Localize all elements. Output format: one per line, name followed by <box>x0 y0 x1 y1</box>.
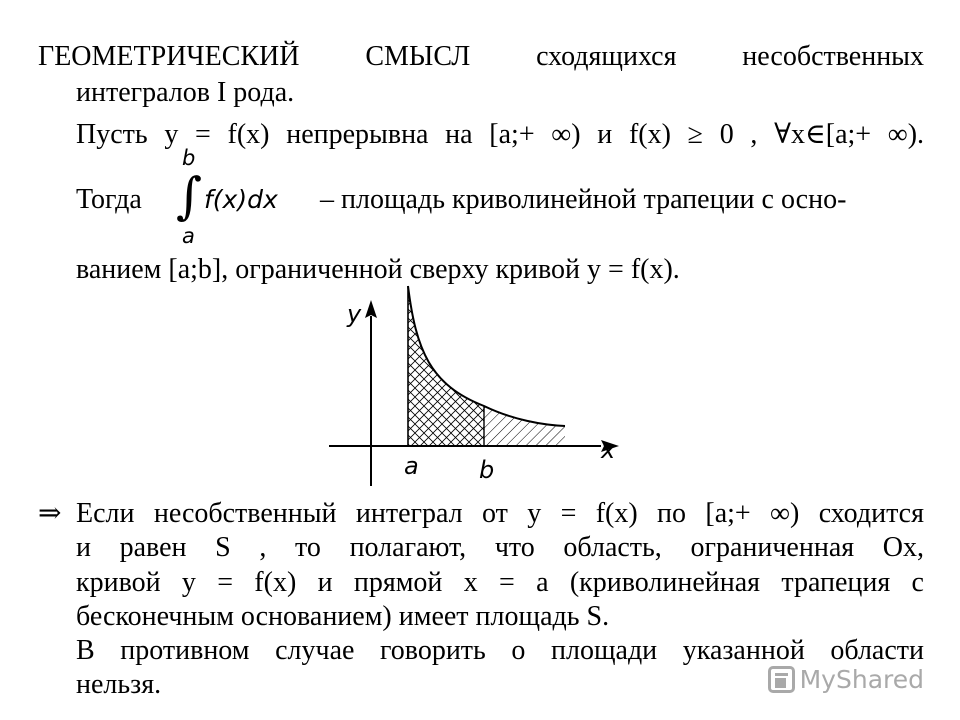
y-axis-label: y <box>347 300 362 328</box>
premise-func: y = f(x) <box>164 119 270 150</box>
premise-and: и <box>597 119 613 150</box>
then-word: Тогда <box>76 184 142 215</box>
conclusion-line-4: бесконечным основанием) имеет площадь S. <box>76 601 610 632</box>
a-label: a <box>404 452 419 480</box>
heading-word: несобственных <box>742 41 924 72</box>
heading-word: сходящихся <box>536 41 677 72</box>
premise-forall: ∀x∈[a;+ ∞). <box>774 119 925 150</box>
premise-line <box>76 118 924 152</box>
heading-word: СМЫСЛ <box>365 41 471 72</box>
integrand: f(x)dx <box>204 185 278 214</box>
watermark <box>768 665 924 694</box>
conclusion-line-5: В противном случае говорить о площади указанной области <box>76 635 924 666</box>
crosshatched-area <box>408 286 484 446</box>
heading-line-2: интегралов I рода. <box>76 77 295 108</box>
area-graph <box>325 280 635 486</box>
premise-nonneg: f(x) ≥ 0 , <box>628 119 758 150</box>
implies-arrow: ⇒ <box>38 498 62 529</box>
integral-upper-limit: b <box>182 146 196 170</box>
heading-word: ГЕОМЕТРИЧЕСКИЙ <box>38 41 300 72</box>
integral-lower-limit: a <box>182 224 195 248</box>
heading-line-1 <box>38 40 924 74</box>
conclusion-line-3: кривой y = f(x) и прямой x = a (криволинейная трапеция с <box>76 567 924 598</box>
premise-continuous: непрерывна на [a;+ ∞) <box>286 119 581 150</box>
premise-pust: Пусть <box>76 119 148 150</box>
integral-description: – площадь криволинейной трапеции с осно- <box>320 184 847 215</box>
myshared-logo-icon <box>768 666 795 693</box>
integral-sign: ∫ <box>176 167 203 225</box>
y-axis-arrow <box>365 300 377 318</box>
watermark-text: MyShared <box>799 665 924 694</box>
conclusion-line-1: Если несобственный интеграл от y = f(x) по [a;+ ∞) сходится <box>76 498 924 529</box>
b-label: b <box>479 456 495 484</box>
continuation-line: ванием [a;b], ограниченной сверху кривой y = f(x). <box>76 254 680 285</box>
conclusion-line-2: и равен S , то полагают, что область, ограниченная Ox, <box>76 532 924 563</box>
x-axis-label: x <box>601 436 616 464</box>
conclusion-line-6: нельзя. <box>76 669 162 700</box>
